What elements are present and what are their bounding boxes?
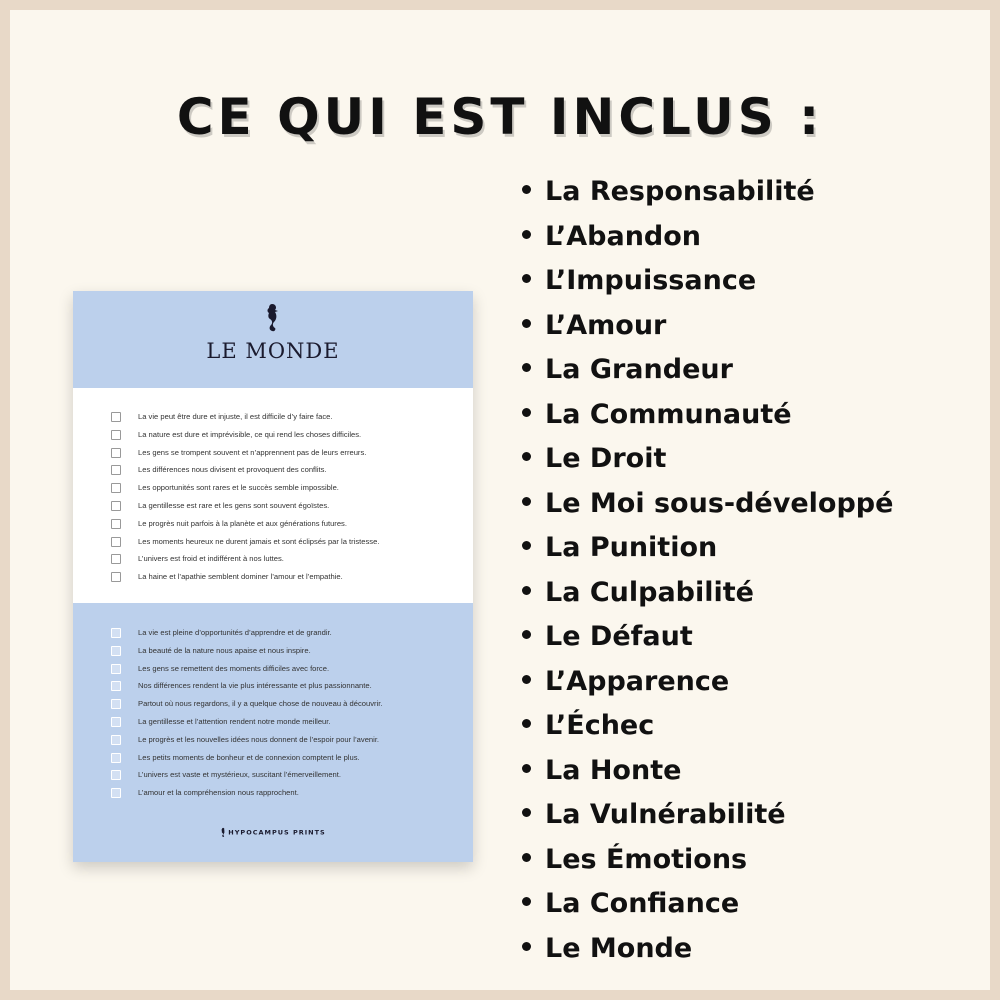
statement-text: Les différences nous divisent et provoquent des conflits. [138,465,327,475]
checkbox-icon [111,646,121,656]
topic-item [522,482,893,527]
checklist-item [111,461,379,479]
checkbox-icon [111,770,121,780]
bullet-icon [522,719,531,728]
bullet-icon [522,541,531,550]
bullet-icon [522,630,531,639]
statement-text: L’amour et la compréhension nous rapprochent. [138,788,299,798]
checklist-item [111,568,379,586]
statement-text: La gentillesse et l’attention rendent notre monde meilleur. [138,716,331,726]
statement-text: La vie est pleine d’opportunités d’apprendre et de grandir. [138,628,332,637]
bullet-icon [522,808,531,817]
bullet-icon [522,185,531,194]
topic-label: Les Émotions [545,843,748,875]
checklist-item [111,731,382,749]
checkbox-icon [111,681,121,691]
bullet-icon [522,764,531,773]
topic-item [522,215,893,260]
topic-item [522,615,893,660]
topic-label: Le Droit [545,443,667,474]
topic-item [522,170,893,215]
statement-text: La haine et l’apathie semblent dominer l’amour et l’empathie. [138,572,343,582]
bullet-icon [522,942,531,951]
checklist-item [111,444,379,462]
topic-label: La Punition [545,532,718,563]
statement-text: Les moments heureux ne durent jamais et sont éclipsés par la tristesse. [138,536,380,546]
statement-text: Les opportunités sont rares et le succès semble impossible. [138,483,339,493]
topic-label: La Vulnérabilité [545,799,786,830]
checklist-item [111,713,382,731]
topic-label: L’Échec [545,710,655,741]
topic-label: La Grandeur [545,354,733,385]
checklist-item [111,624,382,642]
checkbox-icon [111,572,121,582]
bullet-icon [522,497,531,506]
topic-label: La Communauté [545,398,792,430]
statement-text: Les gens se remettent des moments difficiles avec force. [138,663,330,673]
checklist-item [111,426,379,444]
checklist-item [111,642,382,660]
checkbox-icon [111,537,121,547]
checklist-item [111,479,379,497]
statement-text: La vie peut être dure et injuste, il est difficile d’y faire face. [138,412,333,421]
checkbox-icon [111,430,121,440]
bullet-icon [522,319,531,328]
statement-text: Les petits moments de bonheur et de connexion comptent le plus. [138,752,360,762]
checkbox-icon [111,699,121,709]
bullet-icon [522,274,531,283]
checkbox-icon [111,554,121,564]
checklist-item [111,515,379,533]
negative-statement-list [111,408,379,586]
statement-text: Nos différences rendent la vie plus intéressante et plus passionnante. [138,681,372,691]
statement-text: La beauté de la nature nous apaise et nous inspire. [138,645,311,655]
checklist-item [111,660,382,678]
statement-text: La nature est dure et imprévisible, ce qui rend les choses difficiles. [138,429,362,439]
brand-footer [73,827,473,838]
checklist-item [111,677,382,695]
worksheet-preview [73,291,473,862]
topic-item [522,304,893,349]
bullet-icon [522,363,531,372]
topic-list [522,170,893,971]
bullet-icon [522,230,531,239]
topic-label: L’Abandon [545,220,702,252]
bullet-icon [522,408,531,417]
bullet-icon [522,452,531,461]
brand-name: HYPOCAMPUS PRINTS [228,828,326,837]
bullet-icon [522,586,531,595]
statement-text: L’univers est froid et indifférent à nos luttes. [138,554,284,564]
topic-item [522,927,893,972]
topic-item [522,882,893,927]
statement-text: Le progrès nuit parfois à la planète et aux générations futures. [138,518,347,528]
topic-label: La Honte [545,754,682,786]
topic-item [522,838,893,883]
checkbox-icon [111,788,121,798]
topic-item [522,393,893,438]
checklist-item [111,550,379,568]
checkbox-icon [111,628,121,638]
topic-label: Le Monde [545,932,693,964]
checkbox-icon [111,735,121,745]
checkbox-icon [111,465,121,475]
checkbox-icon [111,519,121,529]
checkbox-icon [111,717,121,727]
topic-label: L’Impuissance [545,265,757,296]
checkbox-icon [111,448,121,458]
seahorse-icon [220,827,226,838]
checklist-item [111,695,382,713]
seahorse-icon [263,303,281,333]
topic-label: Le Moi sous-développé [545,487,894,519]
checkbox-icon [111,664,121,674]
bullet-icon [522,675,531,684]
topic-item [522,571,893,616]
headline: CE QUI EST INCLUS : [176,88,824,146]
checkbox-icon [111,753,121,763]
topic-item [522,793,893,838]
topic-item [522,526,893,571]
topic-label: La Confiance [545,888,740,919]
checklist-item [111,497,379,515]
checklist-item [111,766,382,784]
topic-item [522,437,893,482]
topic-item [522,348,893,393]
bullet-icon [522,897,531,906]
checkbox-icon [111,412,121,422]
topic-label: L’Amour [545,309,667,341]
statement-text: Le progrès et les nouvelles idées nous donnent de l’espoir pour l’avenir. [138,734,380,744]
worksheet-title: LE MONDE [206,339,340,363]
topic-item [522,660,893,705]
topic-item [522,749,893,794]
statement-text: La gentillesse est rare et les gens sont souvent égoïstes. [138,500,330,510]
checklist-item [111,784,382,802]
topic-label: Le Défaut [545,621,693,652]
positive-statement-list [111,624,382,802]
checklist-item [111,749,382,767]
bullet-icon [522,853,531,862]
checklist-item [111,533,379,551]
checkbox-icon [111,501,121,511]
topic-label: La Culpabilité [545,576,754,608]
topic-label: La Responsabilité [545,176,815,207]
topic-item [522,259,893,304]
statement-text: L’univers est vaste et mystérieux, suscitant l’émerveillement. [138,770,342,780]
topic-item [522,704,893,749]
statement-text: Partout où nous regardons, il y a quelque chose de nouveau à découvrir. [138,699,383,709]
checkbox-icon [111,483,121,493]
checklist-item [111,408,379,426]
topic-label: L’Apparence [545,665,730,697]
statement-text: Les gens se trompent souvent et n’apprennent pas de leurs erreurs. [138,447,367,457]
